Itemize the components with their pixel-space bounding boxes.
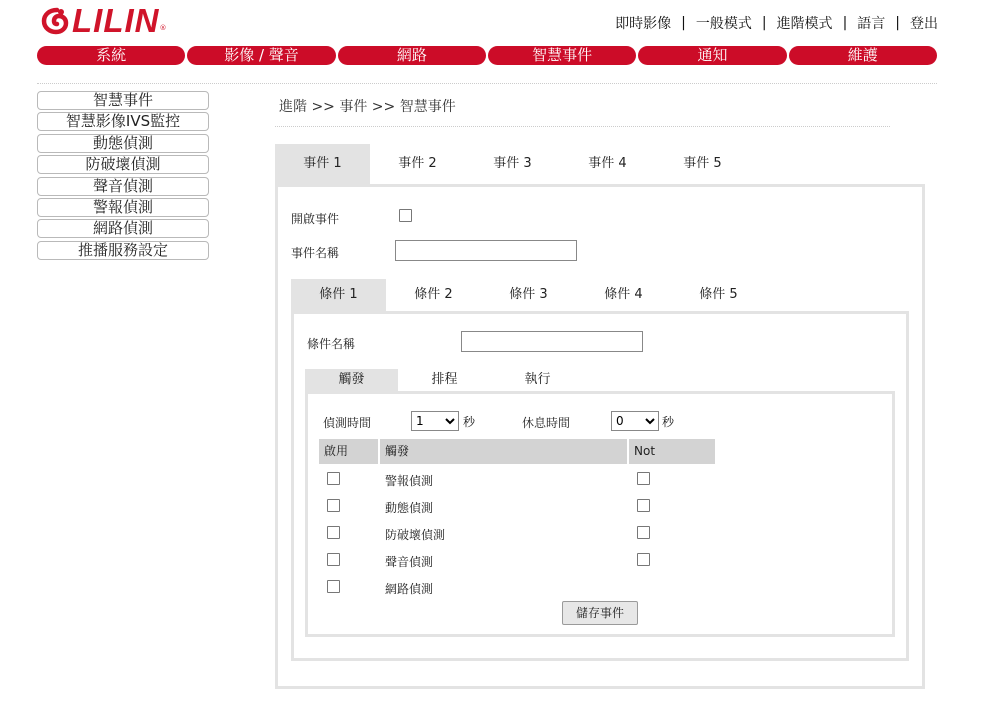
nav-system[interactable]: 系統 (37, 46, 185, 65)
main-nav (37, 46, 937, 65)
row-label-tamper: 防破壞偵測 (385, 528, 446, 542)
sidebar-item-network[interactable]: 網路偵測 (37, 219, 209, 238)
nav-video-audio[interactable]: 影像 / 聲音 (187, 46, 335, 65)
sidebar (37, 91, 209, 262)
column-header-trigger: 觸發 (380, 439, 627, 464)
tab-condition-2[interactable]: 條件 2 (414, 287, 453, 302)
enable-event-label: 開啟事件 (291, 212, 340, 226)
divider (37, 83, 937, 84)
registered-mark: ® (159, 24, 167, 32)
enable-event-checkbox[interactable] (399, 209, 412, 222)
row-enable-checkbox[interactable] (327, 499, 340, 512)
column-header-enable: 啟用 (319, 439, 378, 464)
event-name-label: 事件名稱 (291, 246, 340, 260)
sidebar-item-motion[interactable]: 動態偵測 (37, 134, 209, 153)
toplink-advanced-mode[interactable]: 進階模式 (776, 16, 833, 32)
row-not-checkbox[interactable] (637, 499, 650, 512)
tab-trigger[interactable]: 觸發 (305, 369, 398, 391)
sidebar-item-alarm[interactable]: 警報偵測 (37, 198, 209, 217)
tab-event-4[interactable]: 事件 4 (588, 156, 627, 171)
separator: | (842, 15, 848, 31)
row-not-checkbox[interactable] (637, 526, 650, 539)
separator: | (895, 15, 900, 31)
toplink-language[interactable]: 語言 (857, 16, 886, 32)
lilin-swirl-icon (40, 7, 70, 35)
top-links (615, 13, 938, 33)
tab-event-2[interactable]: 事件 2 (398, 156, 437, 171)
nav-smart-event[interactable]: 智慧事件 (488, 46, 636, 65)
tab-event-3[interactable]: 事件 3 (493, 156, 532, 171)
save-event-button[interactable]: 儲存事件 (562, 601, 638, 625)
row-enable-checkbox[interactable] (327, 526, 340, 539)
condition-tabs (291, 279, 766, 311)
row-label-network: 網路偵測 (385, 582, 434, 596)
condition-name-label: 條件名稱 (307, 337, 356, 351)
divider (275, 126, 890, 127)
sidebar-item-audio[interactable]: 聲音偵測 (37, 177, 209, 196)
column-header-not: Not (629, 439, 715, 464)
nav-network[interactable]: 網路 (338, 46, 486, 65)
tab-schedule[interactable]: 排程 (431, 372, 458, 387)
breadcrumb: 進階 >> 事件 >> 智慧事件 (279, 99, 456, 115)
tab-event-1[interactable]: 事件 1 (275, 144, 370, 184)
detect-time-label: 偵測時間 (323, 416, 372, 430)
row-label-motion: 動態偵測 (385, 501, 434, 515)
separator: | (681, 15, 686, 31)
sidebar-item-ivs[interactable]: 智慧影像IVS監控 (37, 112, 209, 131)
sidebar-item-push[interactable]: 推播服務設定 (37, 241, 209, 260)
sidebar-item-tamper[interactable]: 防破壞偵測 (37, 155, 209, 174)
detect-time-select[interactable] (411, 411, 459, 431)
brand-name: LILIN (72, 2, 160, 39)
row-enable-checkbox[interactable] (327, 580, 340, 593)
rest-time-label: 休息時間 (522, 416, 571, 430)
row-not-checkbox[interactable] (637, 553, 650, 566)
row-enable-checkbox[interactable] (327, 553, 340, 566)
condition-name-input[interactable] (461, 331, 643, 352)
event-tabs (275, 144, 750, 184)
sidebar-item-smart-event[interactable]: 智慧事件 (37, 91, 209, 110)
row-label-audio: 聲音偵測 (385, 555, 434, 569)
nav-maintenance[interactable]: 維護 (789, 46, 937, 65)
row-label-alarm: 警報偵測 (385, 474, 434, 488)
toplink-live-view[interactable]: 即時影像 (615, 16, 672, 32)
rest-time-select[interactable] (611, 411, 659, 431)
event-name-input[interactable] (395, 240, 577, 261)
tab-condition-5[interactable]: 條件 5 (699, 287, 738, 302)
tab-action[interactable]: 執行 (524, 372, 551, 387)
tab-event-5[interactable]: 事件 5 (683, 156, 722, 171)
row-enable-checkbox[interactable] (327, 472, 340, 485)
tab-condition-3[interactable]: 條件 3 (509, 287, 548, 302)
nav-notification[interactable]: 通知 (638, 46, 786, 65)
condition-sub-tabs (305, 369, 584, 391)
toplink-logout[interactable]: 登出 (910, 16, 938, 32)
toplink-basic-mode[interactable]: 一般模式 (695, 16, 752, 32)
detect-time-unit: 秒 (463, 415, 476, 429)
row-not-checkbox[interactable] (637, 472, 650, 485)
tab-condition-4[interactable]: 條件 4 (604, 287, 643, 302)
rest-time-unit: 秒 (662, 415, 675, 429)
separator: | (761, 15, 767, 31)
tab-condition-1[interactable]: 條件 1 (291, 279, 386, 311)
lilin-logo (40, 2, 167, 39)
